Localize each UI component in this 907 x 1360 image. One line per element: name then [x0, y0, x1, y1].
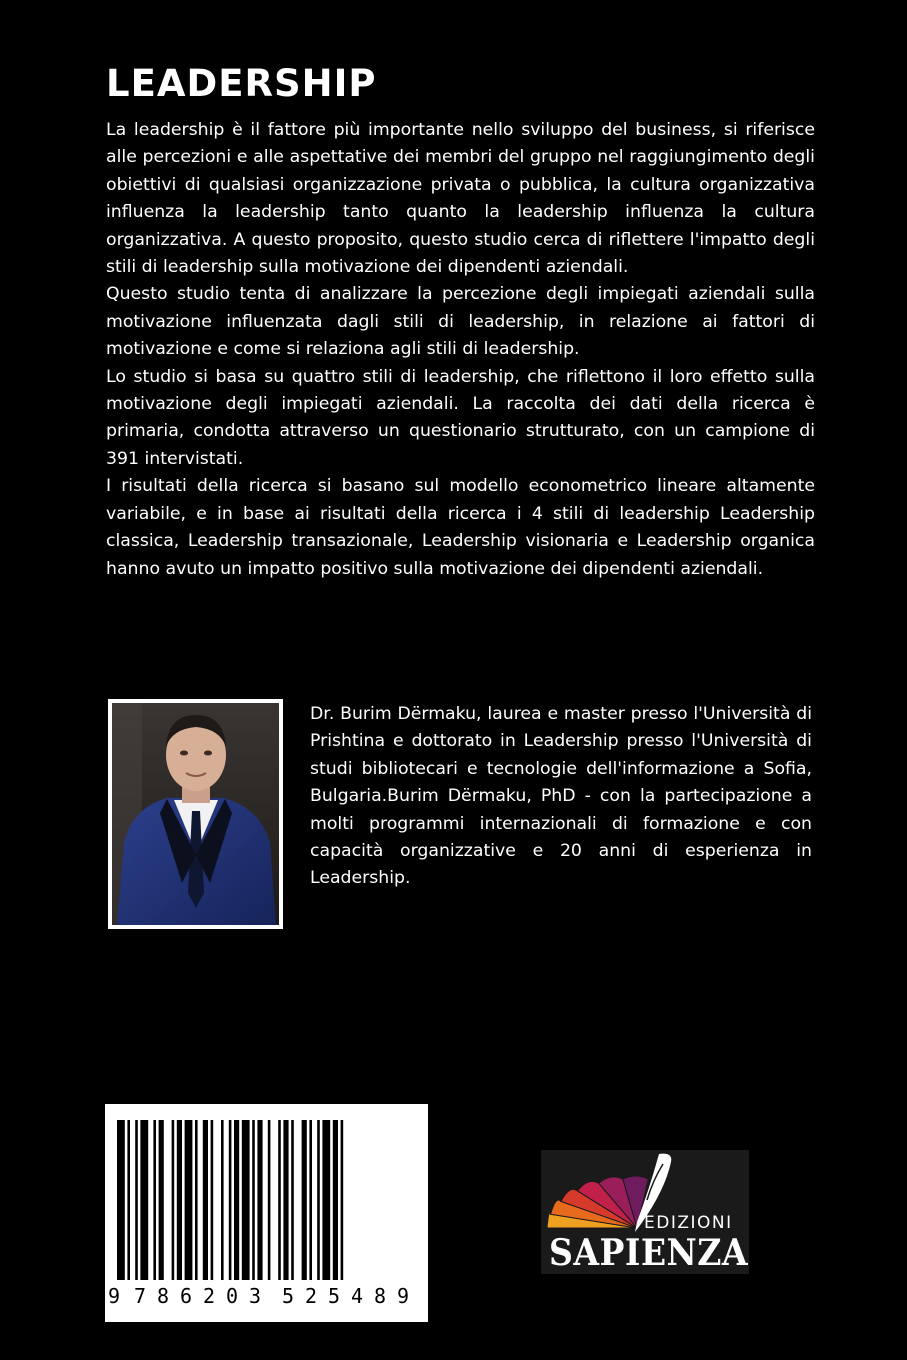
back-cover-abstract	[106, 117, 815, 583]
barcode-digit: 5	[327, 1284, 341, 1308]
publisher-logo	[541, 1150, 749, 1274]
barcode-digit: 0	[225, 1284, 239, 1308]
publisher-name-line1: EDIZIONI	[644, 1213, 733, 1233]
abstract-paragraph: I risultati della ricerca si basano sul modello econometrico lineare altamente variabile, e in base ai risultati della ricerca i 4 stili di leadership Leadership classica, Leadership transazionale, Leadership visionaria e Leadership organica hanno avuto un impatto positivo sulla motivazione dei dipendenti aziendali.	[106, 476, 815, 579]
barcode-digit: 8	[373, 1284, 387, 1308]
barcode-digit: 4	[350, 1284, 364, 1308]
author-photo-frame	[108, 699, 283, 929]
abstract-paragraph: Lo studio si basa su quattro stili di leadership, che riflettono il loro effetto sulla motivazione degli impiegati aziendali. La raccolta dei dati della ricerca è primaria, condotta attraverso un questionario strutturato, con un campione di 391 intervistati.	[106, 366, 815, 469]
barcode-digit: 5	[281, 1284, 295, 1308]
publisher-name-line2: SAPIENZA	[549, 1232, 749, 1274]
barcode-digit: 2	[202, 1284, 216, 1308]
author-bio: Dr. Burim Dërmaku, laurea e master presso l'Università di Prishtina e dottorato in Leadership presso l'Università di studi bibliotecari e tecnologie dell'informazione a Sofia, Bulgaria.Burim Dërmaku, PhD - con la partecipazione a molti programmi internazionali di formazione e con capacità organizzative e 20 anni di esperienza in Leadership.	[310, 704, 812, 889]
abstract-paragraph: Questo studio tenta di analizzare la percezione degli impiegati aziendali sulla motivazione influenzata dagli stili di leadership, in relazione ai fattori di motivazione e come si relaziona agli stili di leadership.	[106, 284, 815, 360]
isbn-barcode	[105, 1104, 428, 1322]
barcode-digit: 7	[133, 1284, 147, 1308]
barcode-digit: 6	[179, 1284, 193, 1308]
barcode-digit: 8	[156, 1284, 170, 1308]
book-title: LEADERSHIP	[106, 62, 377, 105]
barcode-digit: 9	[396, 1284, 410, 1308]
barcode-digit: 9	[107, 1284, 121, 1308]
abstract-paragraph: La leadership è il fattore più importante nello sviluppo del business, si riferisce alle percezioni e alle aspettative dei membri del gruppo nel raggiungimento degli obiettivi di qualsiasi organizzazione privata o pubblica, la cultura organizzativa influenza la leadership tanto quanto la leadership influenza la cultura organizzativa. A questo proposito, questo studio cerca di riflettere l'impatto degli stili di leadership sulla motivazione dei dipendenti aziendali.	[106, 120, 815, 278]
author-photo	[112, 703, 279, 925]
barcode-digit: 2	[304, 1284, 318, 1308]
barcode-digit: 3	[248, 1284, 262, 1308]
